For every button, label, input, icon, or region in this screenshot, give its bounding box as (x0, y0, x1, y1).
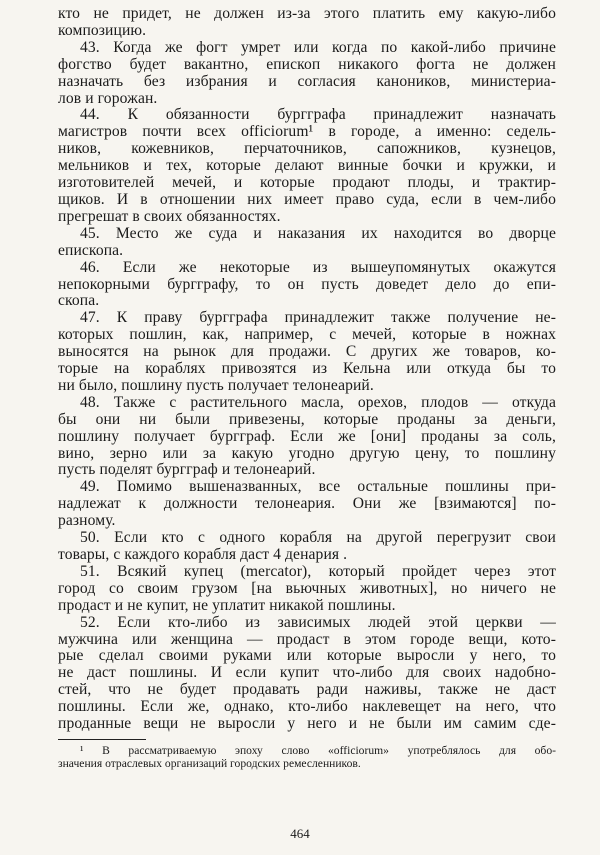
text-line: торые на кораблях привозятся из Кельна или откуда бы то (58, 360, 556, 378)
article-50-start: 50. Если кто с одного корабля на другой перегрузит свои (80, 529, 556, 547)
text-line: непокорными бургграфу, то он пусть доведет дело до епи- (58, 275, 556, 293)
text-line: вино, зерно или за какую угодно другую цену, то пошлину (58, 444, 556, 462)
text-line: назначать без избрания и согласия каноников, министериа- (58, 72, 556, 90)
text-line: бы они ни были привезены, которые проданы за деньги, (58, 410, 556, 428)
article-45-start: 45. Место же суда и наказания их находится во дворце (80, 224, 556, 242)
text-line: проданные вещи не выросли у него и не были им самим сде- (58, 715, 556, 733)
footnote (58, 744, 556, 770)
text-line: мужчина или женщина — продаст в этом городе вещи, кото- (58, 630, 556, 648)
article-49-start: 49. Помимо вышеназванных, все остальные пошлины при- (80, 478, 556, 496)
footnote-line: значения отраслевых организаций городских ремесленников. (58, 757, 361, 771)
article-47-start: 47. К праву бургграфа принадлежит также получение не- (80, 309, 556, 327)
text-line: надлежат к должности телонеария. Они же [взимаются] по- (58, 495, 556, 513)
text-line: продаст и не купит, не уплатит никакой пошлины. (58, 596, 396, 614)
text-line: не даст пошлины. И если купит что-либо для своих надобно- (58, 664, 556, 682)
text-line: изготовителей мечей, и которые продают плоды, и трактир- (58, 174, 556, 192)
article-52-start: 52. Если кто-либо из зависимых людей этой церкви — (80, 613, 556, 631)
article-48-start: 48. Также с растительного масла, орехов, плодов — откуда (80, 393, 556, 411)
text-line: стей, что не будет продавать ради наживы, также не даст (58, 681, 556, 699)
text-line: выносятся на рынок для продажи. С других же товаров, ко- (58, 343, 556, 361)
text-line: разному. (58, 512, 116, 530)
text-line: прегрешат в своих обязанностях. (58, 207, 281, 225)
text-line: пошлину получает бургграф. Если же [они] проданы за соль, (58, 427, 556, 445)
text-line: кто не придет, не должен из-за этого платить ему какую-либо (58, 5, 556, 22)
text-line: товары, с каждого корабля даст 4 денария . (58, 546, 348, 563)
text-line: пошлины. Если же, однако, кто-либо наклевещет на него, что (58, 698, 556, 716)
text-line: щиков. И в отношении них имеет право суда, если в чем-либо (58, 190, 556, 208)
footnote-line: ¹ В рассматриваемую эпоху слово «officiorum» употреблялось для обо- (80, 743, 556, 757)
page-number: 464 (290, 826, 310, 841)
text-line: ников, кожевников, перчаточников, сапожников, кузнецов, (58, 140, 556, 158)
text-line: рые сделал своими руками или которые выросли у него, то (58, 647, 556, 665)
text-line: композицию. (58, 21, 147, 39)
text-line: которых пошлин, как, например, с мечей, которые в ножнах (58, 326, 556, 344)
text-line: мельников и тех, которые делают винные бочки и кружки, и (58, 157, 556, 175)
text-line: ни было, пошлину пусть получает телонеарий. (58, 376, 374, 394)
footnote-divider (58, 739, 146, 740)
text-line: магистров почти всех officiorum¹ в городе, а именно: седель- (58, 123, 556, 141)
text-line: пусть поделят бургграф и телонеарий. (58, 461, 316, 479)
article-44-start: 44. К обязанности бургграфа принадлежит назначать (80, 106, 556, 124)
article-51-start: 51. Всякий купец (mercator), который пройдет через этот (80, 562, 556, 580)
text-line: лов и горожан. (58, 89, 158, 107)
body-text (58, 6, 556, 733)
text-line: епископа. (58, 241, 124, 259)
text-line: город со своим грузом [на вьючных животных], но ничего не (58, 579, 556, 597)
article-46-start: 46. Если же некоторые из вышеупомянутых окажутся (80, 258, 556, 276)
article-43-start: 43. Когда же фогт умрет или когда по какой-либо причине (80, 38, 556, 56)
text-line: фогство будет вакантно, епископ никакого фогта не должен (58, 55, 556, 73)
text-line: скопа. (58, 292, 100, 310)
